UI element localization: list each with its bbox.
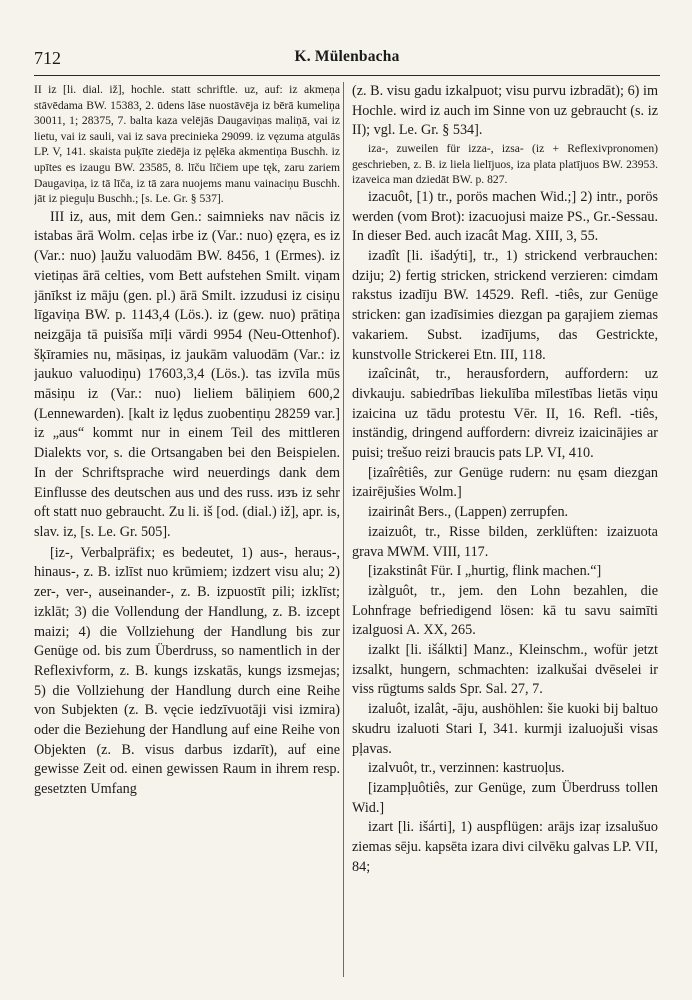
entry-izadit: izadît [li. išadýti], tr., 1) strickend verbrauchen: dziju; 2) fertig stricken, strickend verzieren: cimdam rakstus izadīju BW. 14529. Refl. -tiês, zur Genüge stricken: gan izadīsimies diezgan pa gaŗajiem ziemas vakariem. Subst. izadījums, das Gestrickte, kunstvolle Strickerei Etn. III, 118. [352,248,658,363]
entry-izairetie: [izaîrêtiês, zur Genüge rudern: nu ęsam diezgan izairējušies Wolm.] [352,464,658,501]
entry-iz-iii: III iz, aus, mit dem Gen.: saimnieks nav nācis iz istabas ārā Wolm. ceļas irbe iz (Var.: nuo) ęzęra, es iz (Var.: nuo) ļaužu valuodām BW. 8456, 1 (Ermes). iz vietiņas ārā celties, vom Bett aufstehen Smilt. viņam jānīkst iz māju (gen. pl.) ārā Smilt. izzudusi iz cisiņu līgaviņa BW. p. 1143,4 (Lös.). iz (gew. nuo) prātiņa neizgāja tā puisīša mīļi vārdi 9954 (Neu-Ottenhof). šķīramies nu, māsiņas, iz jaukām valuodām (Var.: iz jaukuo valuodiņu) 17603,3,4 (Lös.). tas izvīla mūs māsiņu iz (Var.: nuo) lieliem bāliņiem 600,2 (Lennewarden). [kalt iz lędus zuobentiņu 28259 var.] iz „aus“ kommt nur in einem Teil des mittleren Dialekts vor, s. die Ortsangaben bei den Beispielen. In der Schriftsprache wird neuerdings dank dem Einflusse des deutschen aus und des russ. изъ iz sehr oft statt nuo gebraucht. Zu li. iš [od. (dial.) iž], apr. is, slav. iz, [s. Le. Gr. 505]. [34,208,340,540]
left-column [34,82,340,982]
running-head: K. Mülenbacha [294,48,400,65]
entry-izacuot: izacuôt, [1) tr., porös machen Wid.;] 2) intr., porös werden (vom Brot): izacuojusi maize PS., Gr.-Sessau. In dieser Bed. auch izacât Mag. XIII, 3, 55. [352,188,658,245]
entry-izaizuot: izaizuôt, tr., Risse bilden, zerklüften: izaizuota grava MWM. VIII, 117. [352,523,658,560]
entry-continuation: (z. B. visu gadu izkalpuot; visu purvu izbradāt); 6) im Hochle. wird iz auch im Sinne von uz gebraucht (s. iz II); vgl. Le. Gr. § 534]. [352,83,658,139]
entry-izampluoties: [izampļuôtiês, zur Genüge, zum Überdruss tollen Wid.] [352,779,658,816]
entry-izairinat: izairinât Bers., (Lappen) zerrupfen. [368,504,569,521]
header-rule [34,75,660,76]
entry-izalvuot: izalvuôt, tr., verzinnen: kastruoļus. [368,760,565,777]
column-divider [343,82,344,977]
entry-izaluot: izaluôt, izalât, -āju, aushöhlen: šie kuoki bij baltuo skudru izaluoti Stari I, 341. kurmji izaluojuši visas pļavas. [352,701,658,757]
entry-izart: izart [li. išárti], 1) auspflügen: arājs izaŗ izsalušuo ziemas sēju. kapsēta izara divi cilvēku galvas LP. VII, 84; [352,819,658,875]
page-header [34,44,660,74]
entry-izaicinat: izaîcinât, tr., herausfordern, auffordern: uz divkauju. sabiedrības liekulība mīlestības lietās viņu izaicina uz tādu protestu Vēr. II, 16. Refl. -tiês, inständig, dringend auffordern: divreiz izaicinājies ar puisi; trešuo reizi braucis pats LP. VI, 410. [352,366,658,462]
entry-iz-ii: II iz [li. dial. iž], hochle. statt schriftle. uz, auf: iz akmeņa stāvēdama BW. 15383, 2. ūdens lāse nuostāvēja iz bērā kumeliņa 30011, 1; 28375, 7. balta kaza velējās Daugaviņas maliņā, vai iz lietu, vai iz sauli, vai iz sava precinieka 29099. iz vęzuma atgulās LP. V, 141. skaista puķīte ziedēja iz pęlēka akmentiņa Buschh. iz upītes es izaugu BW. 23585, 8. līču līčiem upe tęk, zaru zariem Daugaviņa, iz tā līča, iz tā zara nuojems manu vainaciņu Buschh. jāt iz pieguļu Buschh.; [s. Le. Gr. § 537]. [34,83,340,206]
entry-iz-prefix: [iz-, Verbalpräfix; es bedeutet, 1) aus-, heraus-, hinaus-, z. B. izlīst nuo krūmiem; izdzert visu alu; 2) zer-, ver-, auseinander-, z. B. izpuostīt pili; izklīst; izklāt; 3) die Vollendung der Handlung, z. B. izcept maizi; 4) die Vollziehung der Handlung bis zur Genüge od. bis zum Überdruss, so namentlich in der Reflexivform, z. B. kungs izskatās, kungs izsmejas; 5) die Vollziehung der Handlung durch eine Reihe von Subjekten (z. B. vęcie iedzīvuotāji visi izmira) oder die Beziehung der Handlung auf eine Reihe von Objekten (z. B. visus darbus izdarīt), auf eine gewisse Zeit od. einen gewissen Raum in ihrem resp. gesetzten Umfang [34,544,340,798]
page-number: 712 [34,48,61,68]
entry-izalguot: izàlguôt, tr., jem. den Lohn bezahlen, die Lohnfrage befriedigend lösen: kā tu savu saimīti izalguosi A. XX, 265. [352,582,658,639]
entry-izakstinat: [izakstinât Für. I „hurtig, flink machen.“] [368,563,602,580]
right-column [352,82,658,982]
entry-izalkt: izalkt [li. išálkti] Manz., Kleinschm., wofür jetzt izsalkt, hungern, schmachten: izalkušai dvēselei ir viss rūgtums salds Spr. Sal. 27, 7. [352,642,658,698]
entry-iza: iza-, zuweilen für izza-, izsa- (iz + Reflexivpronomen) geschrieben, z. B. iz liela lielījuos, iza plata platījuos BW. 23953. izaveica man dziedāt BW. p. 827. [352,142,658,187]
